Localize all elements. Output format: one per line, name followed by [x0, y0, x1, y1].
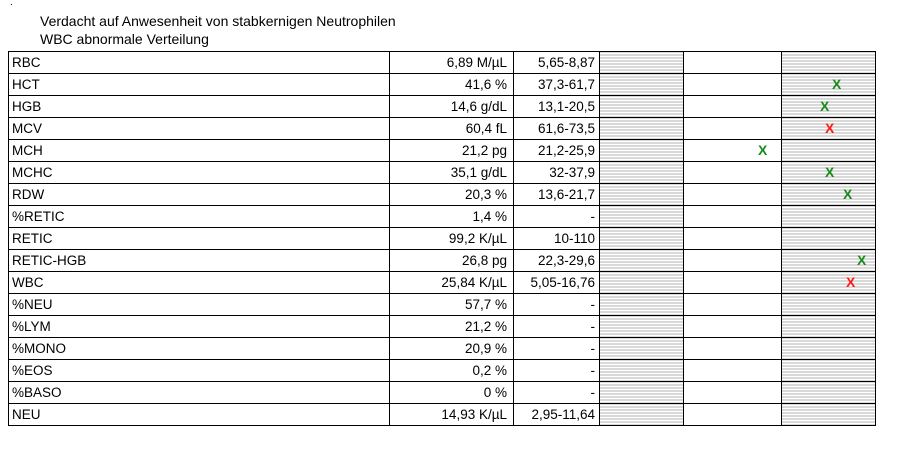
parameter-name: NEU — [9, 404, 390, 426]
range-zone-high — [782, 404, 876, 426]
range-zone-normal — [684, 52, 782, 74]
reference-range: - — [514, 338, 600, 360]
parameter-name: MCHC — [9, 162, 390, 184]
range-zone-low — [600, 338, 684, 360]
parameter-value: 20,9 % — [390, 338, 514, 360]
range-zone-normal — [684, 294, 782, 316]
parameter-value: 26,8 pg — [390, 250, 514, 272]
table-row — [9, 140, 876, 162]
parameter-name: RBC — [9, 52, 390, 74]
header-line-2: WBC abnormale Verteilung — [40, 31, 209, 47]
parameter-value: 57,7 % — [390, 294, 514, 316]
parameter-name: MCH — [9, 140, 390, 162]
range-zone-low — [600, 162, 684, 184]
parameter-value: 25,84 K/µL — [390, 272, 514, 294]
range-zone-normal — [684, 250, 867, 272]
lab-results-body — [9, 52, 876, 426]
range-zone-normal — [684, 228, 782, 250]
range-zone-normal — [684, 316, 782, 338]
range-zone-normal — [684, 360, 782, 382]
range-zone-high — [782, 52, 876, 74]
table-row — [9, 52, 876, 74]
range-zone-low — [600, 74, 684, 96]
parameter-value: 41,6 % — [390, 74, 514, 96]
range-zone-low — [600, 316, 684, 338]
reference-range: - — [514, 382, 600, 404]
parameter-value: 0,2 % — [390, 360, 514, 382]
result-marker: X — [832, 76, 842, 92]
parameter-value: 14,93 K/µL — [390, 404, 514, 426]
lab-results-table — [8, 51, 876, 426]
parameter-value: 99,2 K/µL — [390, 228, 514, 250]
range-zone-low — [600, 404, 684, 426]
reference-range: 5,65-8,87 — [514, 52, 600, 74]
reference-range: 61,6-73,5 — [514, 118, 600, 140]
range-zone-low — [600, 140, 684, 162]
range-zone-normal — [684, 272, 856, 294]
range-zone-normal — [684, 184, 853, 206]
reference-range: 37,3-61,7 — [514, 74, 600, 96]
range-zone-high — [782, 184, 876, 206]
table-row — [9, 206, 876, 228]
range-zone-low — [600, 52, 684, 74]
table-row — [9, 272, 876, 294]
parameter-name: %LYM — [9, 316, 390, 338]
table-row — [9, 162, 876, 184]
parameter-value: 35,1 g/dL — [390, 162, 514, 184]
reference-range: - — [514, 206, 600, 228]
range-zone-low — [600, 184, 684, 206]
range-zone-low — [600, 96, 684, 118]
reference-range: 5,05-16,76 — [514, 272, 600, 294]
range-zone-high — [782, 360, 876, 382]
range-zone-high — [782, 140, 876, 162]
parameter-value: 0 % — [390, 382, 514, 404]
parameter-name: %RETIC — [9, 206, 390, 228]
parameter-value: 1,4 % — [390, 206, 514, 228]
range-zone-high — [782, 206, 876, 228]
range-zone-low — [600, 206, 684, 228]
reference-range: 21,2-25,9 — [514, 140, 600, 162]
range-zone-normal — [684, 382, 782, 404]
table-row — [9, 184, 876, 206]
range-zone-normal — [684, 140, 782, 162]
range-zone-high — [782, 228, 876, 250]
table-row — [9, 74, 876, 96]
parameter-value: 21,2 % — [390, 316, 514, 338]
parameter-value: 14,6 g/dL — [390, 96, 514, 118]
table-row — [9, 382, 876, 404]
reference-range: 2,95-11,64 — [514, 404, 600, 426]
range-zone-high — [782, 316, 876, 338]
reference-range: 13,1-20,5 — [514, 96, 600, 118]
range-zone-low — [600, 250, 684, 272]
parameter-name: HGB — [9, 96, 390, 118]
table-row — [9, 360, 876, 382]
parameter-name: RETIC — [9, 228, 390, 250]
reference-range: 22,3-29,6 — [514, 250, 600, 272]
parameter-name: WBC — [9, 272, 390, 294]
parameter-name: %EOS — [9, 360, 390, 382]
range-zone-high — [782, 338, 876, 360]
reference-range: - — [514, 316, 600, 338]
header-line-1: Verdacht auf Anwesenheit von stabkernigen Neutrophilen — [40, 13, 396, 29]
range-zone-normal — [684, 338, 782, 360]
reference-range: 10-110 — [514, 228, 600, 250]
table-row — [9, 118, 876, 140]
range-zone-low — [600, 272, 684, 294]
range-zone-low — [600, 294, 684, 316]
parameter-value: 6,89 M/µL — [390, 52, 514, 74]
range-zone-low — [600, 228, 684, 250]
table-row — [9, 316, 876, 338]
range-zone-normal — [684, 404, 782, 426]
result-marker: X — [825, 164, 835, 180]
result-marker: X — [758, 142, 768, 158]
range-zone-high — [782, 74, 876, 96]
result-marker: X — [843, 186, 853, 202]
range-zone-normal — [684, 96, 830, 118]
range-zone-normal — [684, 206, 782, 228]
reference-range: 32-37,9 — [514, 162, 600, 184]
range-zone-normal — [684, 74, 842, 96]
reference-range: - — [514, 360, 600, 382]
parameter-name: HCT — [9, 74, 390, 96]
table-row — [9, 404, 876, 426]
page-dot-mark: . — [10, 0, 13, 8]
result-marker: X — [857, 252, 867, 268]
range-zone-low — [600, 382, 684, 404]
reference-range: 13,6-21,7 — [514, 184, 600, 206]
parameter-name: %BASO — [9, 382, 390, 404]
reference-range: - — [514, 294, 600, 316]
range-zone-high — [782, 294, 876, 316]
range-zone-low — [600, 118, 684, 140]
table-row — [9, 228, 876, 250]
range-zone-low — [600, 360, 684, 382]
table-row — [9, 96, 876, 118]
range-zone-high — [782, 272, 876, 294]
range-zone-normal — [684, 118, 835, 140]
range-zone-high — [782, 382, 876, 404]
parameter-value: 60,4 fL — [390, 118, 514, 140]
result-marker: X — [846, 274, 856, 290]
result-marker: X — [820, 98, 830, 114]
parameter-value: 20,3 % — [390, 184, 514, 206]
table-row — [9, 294, 876, 316]
parameter-name: %NEU — [9, 294, 390, 316]
parameter-name: RDW — [9, 184, 390, 206]
parameter-value: 21,2 pg — [390, 140, 514, 162]
parameter-name: %MONO — [9, 338, 390, 360]
table-row — [9, 250, 876, 272]
range-zone-normal — [684, 162, 835, 184]
parameter-name: RETIC-HGB — [9, 250, 390, 272]
parameter-name: MCV — [9, 118, 390, 140]
result-marker: X — [825, 120, 835, 136]
table-row — [9, 338, 876, 360]
